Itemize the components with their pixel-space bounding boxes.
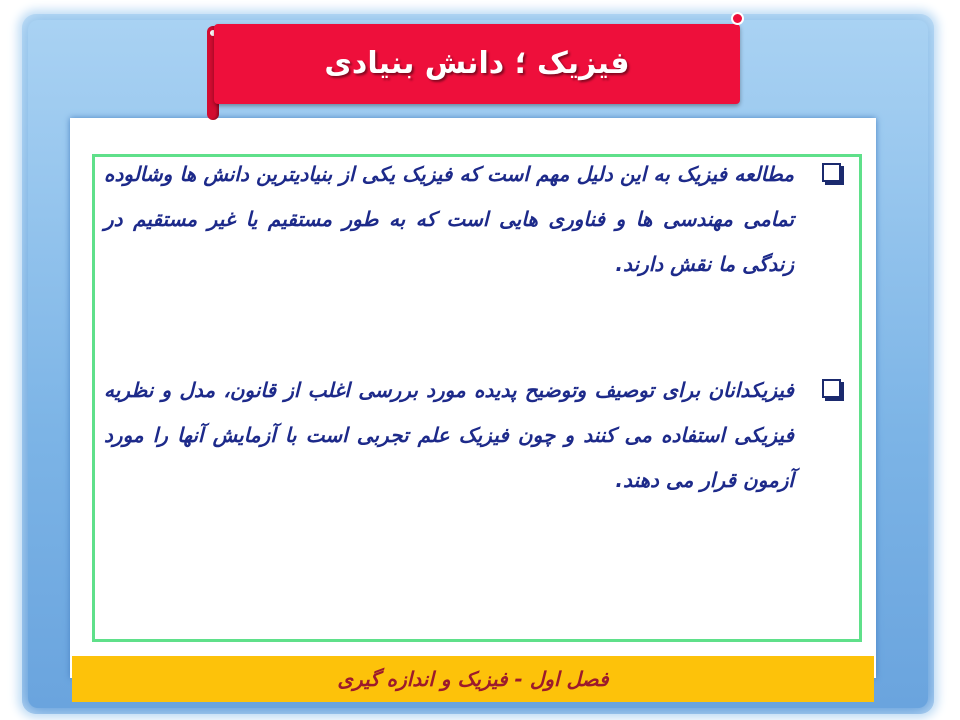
paragraph-1: مطالعه فیزیک به این دلیل مهم است که فیزیک یکی از بنیادیترین دانش ها وشالوده تمامی مهندسی ها و فناوری هایی است که به طور مستقیم یا غیر مستقیم در زندگی ما نقش دارند. bbox=[104, 162, 794, 276]
slide-title: فیزیک ؛ دانش بنیادی bbox=[324, 46, 630, 81]
paragraph-2: فیزیکدانان برای توصیف وتوضیح پدیده مورد بررسی اغلب از قانون، مدل و نظریه فیزیکی استفاده می کنند و چون فیزیک علم تجربی است با آزمایش آنها را مورد آزمون قرار می دهند. bbox=[104, 378, 794, 492]
footer-chapter-label: فصل اول - فیزیک و اندازه گیری bbox=[337, 667, 609, 691]
checkbox-bullet-icon bbox=[822, 163, 841, 182]
checkbox-bullet-icon bbox=[822, 379, 841, 398]
